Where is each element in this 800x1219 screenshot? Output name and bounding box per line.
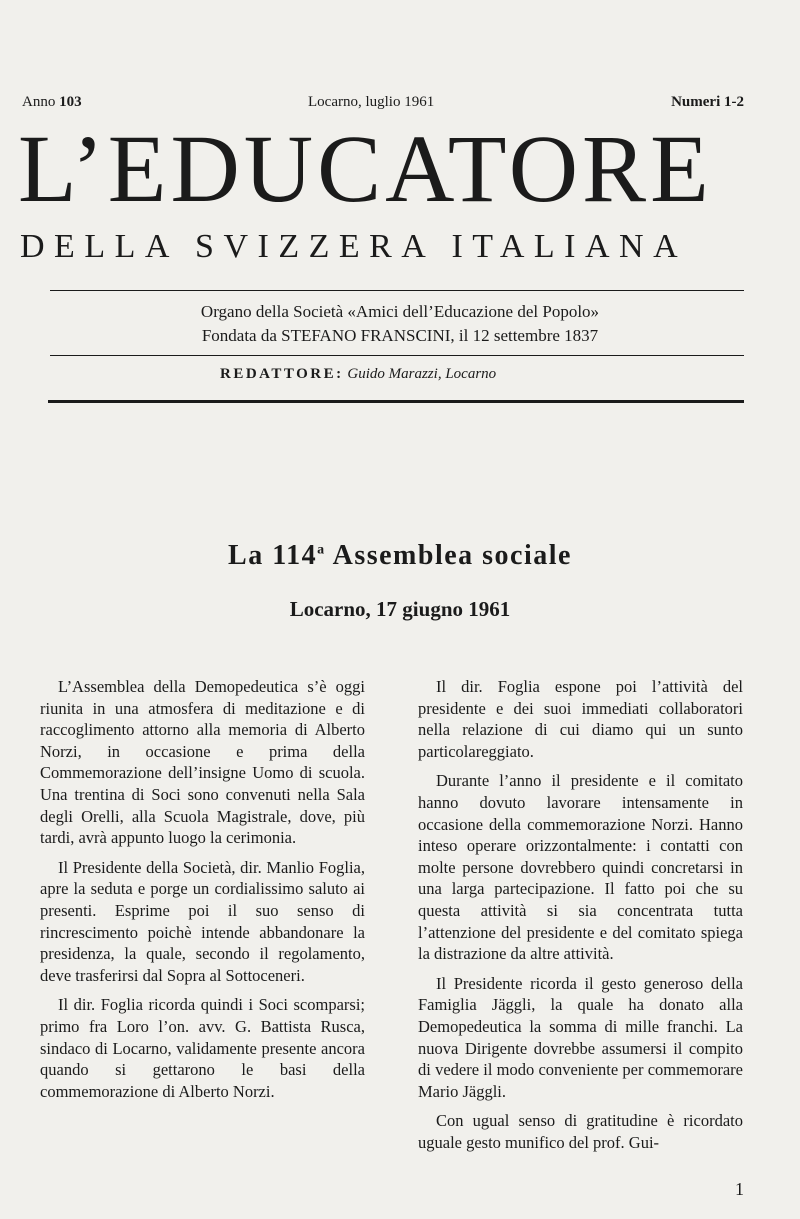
paragraph: Il dir. Foglia espone poi l’attività del presidente e dei suoi immediati collaboratori nella relazione di cui diamo qui un sunto particolareggiato.	[418, 677, 743, 761]
organ-info	[0, 300, 800, 348]
paragraph: Il Presidente della Società, dir. Manlio Foglia, apre la seduta e porge un cordialissimo saluto ai presenti. Esprime poi il suo senso di rincrescimento poichè intende abbandonare la presidenza, la quale, secondo il regolamento, deve trasferirsi dal Sopra al Sottoceneri.	[40, 857, 365, 985]
place-date: Locarno, luglio 1961	[308, 94, 435, 110]
issue-number	[671, 94, 744, 111]
editor-label: REDATTORE:	[220, 366, 344, 382]
journal-subtitle: DELLA SVIZZERA ITALIANA	[20, 228, 688, 265]
year-number: 103	[59, 94, 82, 110]
divider-bottom	[48, 400, 744, 403]
page-number: 1	[735, 1179, 744, 1199]
journal-title: L’EDUCATORE	[18, 115, 713, 222]
article-title-main: La 114	[228, 540, 318, 571]
year-info	[22, 94, 82, 111]
article-dateline: Locarno, 17 giugno 1961	[289, 597, 511, 621]
editor-line	[220, 366, 496, 383]
article-title-sup: a	[317, 542, 326, 558]
paragraph: L’Assemblea della Demopedeutica s’è oggi riunita in una atmosfera di meditazione e di raccoglimento attorno alla memoria di Alberto Norzi, in occasione e prima della Commemorazione dell’insigne Uomo di scuola. Una trentina di Soci sono convenuti nella Sala degli Orelli, alla Scuola Magistrale, dove, più tardi, avrà appunto luogo la cerimonia.	[40, 677, 365, 848]
article-title-rest: Assemblea sociale	[325, 540, 572, 571]
divider-top	[50, 290, 744, 291]
organ-line-2: Fondata da STEFANO FRANSCINI, il 12 settembre 1837	[201, 326, 599, 345]
column-left	[40, 676, 365, 1110]
paragraph: Con ugual senso di gratitudine è ricordato uguale gesto munifico del prof. Gui-	[418, 1111, 743, 1152]
year-label: Anno	[22, 94, 56, 110]
divider-middle	[50, 355, 744, 356]
paragraph: Durante l’anno il presidente e il comitato hanno dovuto lavorare intensamente in occasione della commemorazione Norzi. Hanno inteso operare orizzontalmente: i contatti con molte persone dovrebbero quindi concretarsi in una larga partecipazione. Il fatto poi che su questa attività si sia concentrata tutta l’attenzione del presidente e del comitato spiega la distrazione da altre attività.	[418, 771, 743, 964]
editor-name: Guido Marazzi, Locarno	[347, 366, 497, 382]
paragraph: Il Presidente ricorda il gesto generoso della Famiglia Jäggli, la quale ha donato alla Demopedeutica la somma di mille franchi. La nuova Dirigente dovrebbe assumersi il compito di vedere il modo conveniente per commemorare Mario Jäggli.	[418, 973, 743, 1101]
column-right	[418, 676, 743, 1161]
article-title	[0, 540, 800, 572]
organ-line-1: Organo della Società «Amici dell’Educazione del Popolo»	[200, 302, 600, 321]
paragraph: Il dir. Foglia ricorda quindi i Soci scomparsi; primo fra Loro l’on. avv. G. Battista Rusca, sindaco di Locarno, validamente presente ancora quando si gettarono le basi della commemorazione di Alberto Norzi.	[40, 995, 365, 1101]
issue-label: Numeri 1-2	[671, 94, 744, 110]
